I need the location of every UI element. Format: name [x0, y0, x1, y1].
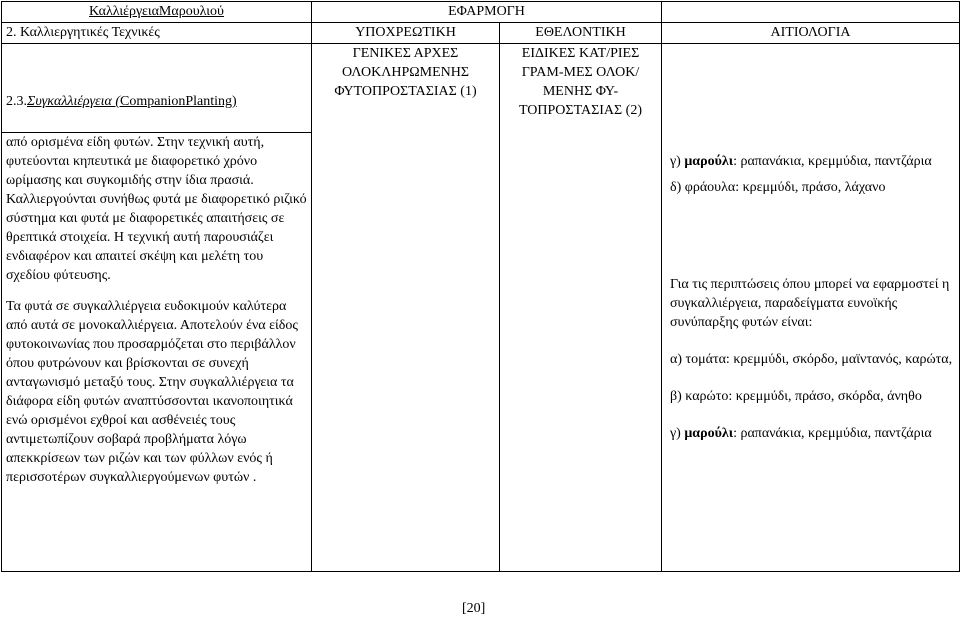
- justification-item-b: β) καρώτο: κρεμμύδι, πράσο, σκόρδα, άνηθο: [670, 389, 922, 404]
- page-reference: [20]: [462, 601, 486, 616]
- description-paragraph-1: από ορισμένα είδη φυτών. Στην τεχνική αυτή, φυτεύονται κηπευτικά με διαφορετικό χρόνο ωρίμασης και συγκομιδής στην ίδια πρασιά. Καλλιεργούνται συνήθως φυτά με διαφορετικό ριζικό σύστημα και φυτά με διαφορετικές απαιτήσεις σε θρεπτικά στοιχεία. Η τεχνική αυτή παρουσιάζει ενδιαφέρον και απαιτεί σκέψη και μελέτη του σχεδίου φύτευσης.: [6, 135, 307, 283]
- item-g2-label: γ): [670, 426, 685, 441]
- justification-item-g2: [670, 424, 955, 443]
- justification-item-d: δ) φράουλα: κρεμμύδι, πράσο, λάχανο: [670, 180, 886, 195]
- technique-name: Συγκαλλιέργεια (: [27, 94, 121, 109]
- gap: [666, 171, 955, 178]
- gap: [6, 285, 307, 297]
- crop-title-cell: [2, 2, 312, 23]
- voluntary-text: ΕΙΔΙΚΕΣ ΚΑΤ/ΡΙΕΣ ΓΡΑΜ-ΜΕΣ ΟΛΟΚ/ΜΕΝΗΣ ΦΥ-ΤΟΠΡΟΣΤΑΣΙΑΣ (2): [519, 46, 642, 118]
- justification-item-g: [670, 152, 955, 171]
- table-subheader-row: [2, 23, 960, 44]
- gap: [666, 197, 955, 275]
- justification-intro: Για τις περιπτώσεις όπου μπορεί να εφαρμοστεί η συγκαλλιέργεια, παραδείγματα ευνοϊκής συνύπαρξης φυτών είναι:: [670, 277, 950, 330]
- gap: [666, 332, 955, 350]
- item-g-label: γ): [670, 154, 685, 169]
- techniques-header: 2. Καλλιεργητικές Τεχνικές: [2, 23, 312, 44]
- voluntary-cell: [500, 44, 662, 572]
- technique-number: 2.3.: [6, 94, 27, 109]
- voluntary-header: ΕΘΕΛΟΝΤΙΚΗ: [500, 23, 662, 44]
- technique-name-link: [27, 94, 237, 109]
- empty-header-cell: [662, 2, 960, 23]
- item-g2-rest: : ραπανάκια, κρεμμύδια, παντζάρια: [733, 426, 932, 441]
- technique-suffix: ): [232, 94, 237, 109]
- technique-english: CompanionPlanting: [120, 94, 233, 109]
- application-header: ΕΦΑΡΜΟΓΗ: [312, 2, 662, 23]
- table-header-row: [2, 2, 960, 23]
- mandatory-header: ΥΠΟΧΡΕΩΤΙΚΗ: [312, 23, 500, 44]
- technique-title-row: [2, 44, 960, 133]
- justification-header: ΑΙΤΙΟΛΟΓΙΑ: [662, 23, 960, 44]
- item-g-rest: : ραπανάκια, κρεμμύδια, παντζάρια: [733, 154, 932, 169]
- justification-item-a: α) τομάτα: κρεμμύδι, σκόρδο, μαϊντανός, καρώτα,: [670, 352, 953, 367]
- gap: [666, 406, 955, 424]
- item-g2-bold: μαρούλι: [684, 426, 734, 441]
- mandatory-text: ΓΕΝΙΚΕΣ ΑΡΧΕΣ ΟΛΟΚΛΗΡΩΜΕΝΗΣ ΦΥΤΟΠΡΟΣΤΑΣΙΑΣ (1): [334, 46, 477, 99]
- description-paragraph-2: Τα φυτά σε συγκαλλιέργεια ευδοκιμούν καλύτερα από αυτά σε μονοκαλλιέργεια. Αποτελούν ένα είδος φυτοκοινωνίας που προσαρμόζεται στο περιβάλλον όπου φυτρώνουν και βρίσκονται σε συνεχή ανταγωνισμό μεταξύ τους. Στην συγκαλλιέργεια τα διάφορα είδη φυτών αναπτύσσονται ικανοποιητικά ενώ ορισμένοι εχθροί και ασθένειές τους αντιμετωπίζουν σοβαρά προβλήματα λόγω απεκκρίσεων των ριζών και των φύλλων ενός ή περισσοτέρων συγκαλλιεργούμενων φυτών .: [6, 299, 298, 485]
- crop-title: ΚαλλιέργειαΜαρουλιού: [89, 4, 224, 19]
- justification-spacer-top: [666, 44, 955, 152]
- item-g-bold: μαρούλι: [684, 154, 734, 169]
- gap: [666, 369, 955, 387]
- technique-title-cell: [2, 44, 312, 133]
- practice-table: [1, 1, 960, 572]
- mandatory-cell: [312, 44, 500, 572]
- technique-description-cell: [2, 133, 312, 572]
- technique-title: [6, 92, 307, 111]
- justification-cell: [662, 44, 960, 572]
